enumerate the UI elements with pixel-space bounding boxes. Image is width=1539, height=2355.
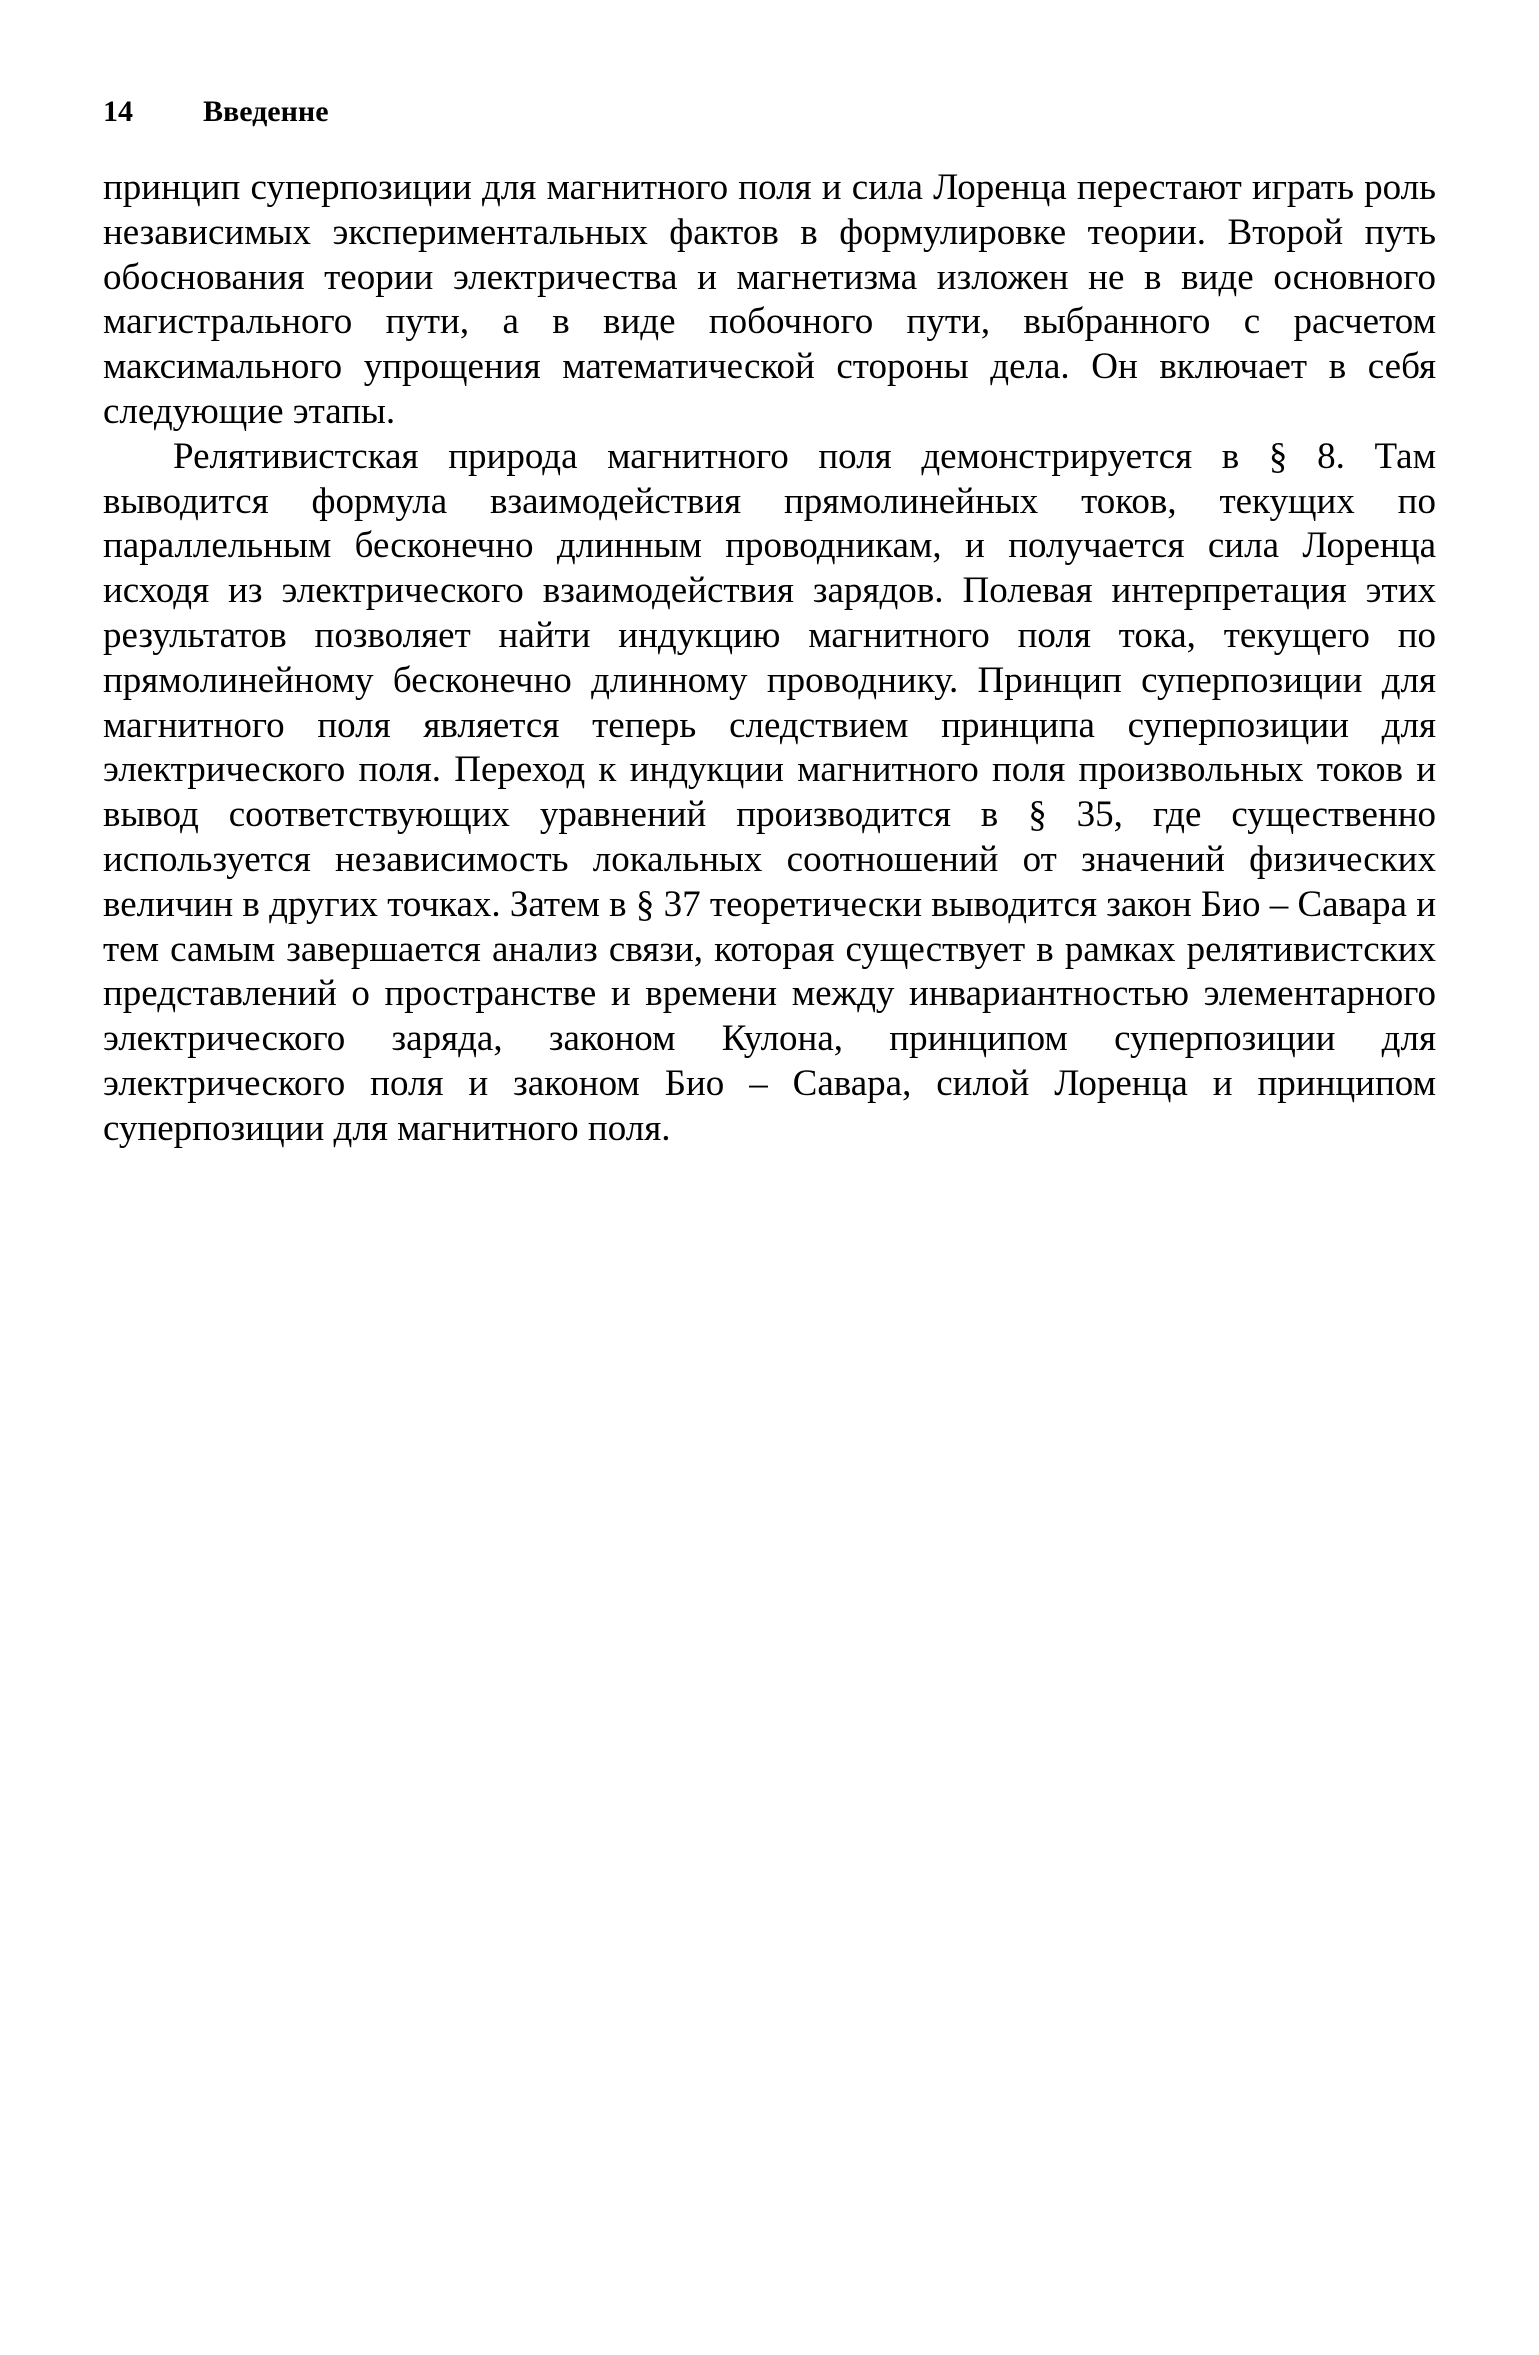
page-number: 14 [103, 95, 133, 128]
running-head [103, 92, 1443, 132]
section-title: Введенне [203, 95, 329, 128]
paragraph-2: Релятивистская природа магнитного поля демонстрируется в § 8. Там выводится формула взаимодействия прямолинейных токов, текущих по параллельным бесконечно длинным проводникам, и получается сила Лоренца исходя из электрического взаимодействия зарядов. Полевая интерпретация этих результатов позволяет найти индукцию магнитного поля тока, текущего по прямолинейному бесконечно длинному проводнику. Принцип суперпозиции для магнитного поля является теперь следствием принципа суперпозиции для электрического поля. Переход к индукции магнитного поля произвольных токов и вывод соответствующих уравнений производится в § 35, где существенно используется независимость локальных соотношений от значений физических величин в других точках. Затем в § 37 теоретически выводится закон Био – Савара и тем самым завершается анализ связи, которая существует в рамках релятивистских представлений о пространстве и времени между инвариантностью элементарного электрического заряда, законом Кулона, принципом суперпозиции для электрического поля и законом Био – Савара, силой Лоренца и принципом суперпозиции для магнитного поля. [103, 435, 1436, 1149]
paragraph-1: принцип суперпозиции для магнитного поля и сила Лоренца перестают играть роль независимых экспериментальных фактов в формулировке теории. Второй путь обоснования теории электричества и магнетизма изложен не в виде основного магистрального пути, а в виде побочного пути, выбранного с расчетом максимального упрощения математической стороны дела. Он включает в себя следующие этапы. [103, 167, 1436, 432]
body-text [103, 166, 1436, 1152]
